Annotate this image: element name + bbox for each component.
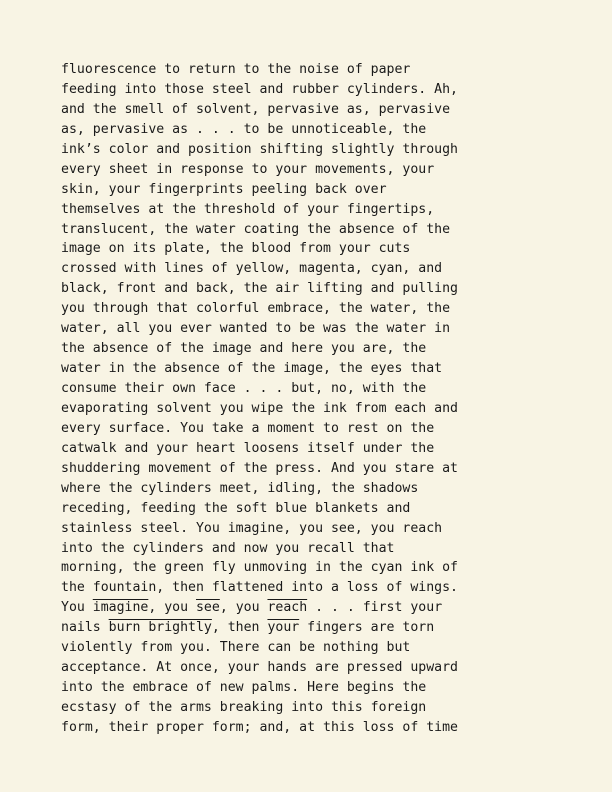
text-line: catwalk and your heart loosens itself under the [61, 440, 435, 456]
text-line: the absence of the image and here you are, the [61, 341, 427, 357]
text-line: the fountain, then flattened into a loss of wings. [61, 580, 458, 596]
text-line: into the cylinders and now you recall that [61, 540, 395, 556]
text-line: every sheet in response to your movements, your [61, 161, 435, 177]
text-line: ecstasy of the arms breaking into this foreign [61, 700, 427, 715]
text-line: and the smell of solvent, pervasive as, pervasive [61, 101, 451, 117]
text-line: stainless steel. You imagine, you see, you reach [61, 520, 443, 536]
text-line: shuddering movement of the press. And you stare at [61, 460, 458, 476]
text-fragment: , you [148, 600, 196, 616]
text-fragment: You [61, 600, 93, 616]
overlined-word: your [267, 620, 300, 636]
text-line: crossed with lines of yellow, magenta, cyan, and [61, 261, 443, 277]
text-line: ink’s color and position shifting slightly through [61, 141, 458, 157]
text-line: into the embrace of new palms. Here begins the [61, 680, 427, 696]
text-fragment: , then [211, 620, 268, 636]
text-line: where the cylinders meet, idling, the shadows [61, 480, 419, 496]
text-line: black, front and back, the air lifting and pulling [61, 281, 458, 297]
text-line: consume their own face . . . but, no, with the [61, 381, 427, 396]
text-line: every surface. You take a moment to rest on the [61, 420, 435, 436]
text-line: morning, the green fly unmoving in the cyan ink of [61, 560, 458, 576]
text-line: fluorescence to return to the noise of paper [61, 62, 411, 77]
overlined-word: imagine [92, 600, 149, 616]
text-line: evaporating solvent you wipe the ink from each and [61, 400, 458, 416]
text-fragment: fingers are torn [299, 620, 435, 636]
text-line: image on its plate, the blood from your cuts [61, 241, 411, 257]
text-line: form, their proper form; and, at this loss of time [61, 719, 458, 735]
text-fragment: , you [219, 600, 268, 616]
text-body [61, 60, 612, 738]
emphasized-text-line [61, 598, 612, 618]
text-line: violently from you. There can be nothing but [61, 640, 411, 656]
text-line: feeding into those steel and rubber cylinders. Ah, [61, 81, 458, 97]
overlined-word: reach [267, 600, 308, 616]
text-fragment: nails [61, 620, 109, 636]
text-fragment: . . . first your [307, 600, 443, 616]
overlined-word: burn brightly [108, 620, 212, 636]
text-line: water, all you ever wanted to be was the water in [61, 321, 451, 337]
text-line: you through that colorful embrace, the water, the [61, 301, 451, 317]
text-line: receding, feeding the soft blue blankets and [61, 500, 411, 516]
text-line: themselves at the threshold of your fingertips, [61, 201, 435, 217]
text-line: skin, your fingerprints peeling back over [61, 181, 387, 197]
text-line: as, pervasive as . . . to be unnoticeable, the [61, 121, 427, 137]
emphasized-text-line [61, 618, 612, 638]
text-line: acceptance. At once, your hands are pressed upward [61, 660, 458, 676]
overlined-word: $\overline{see}$ [195, 600, 220, 616]
text-line: translucent, the water coating the absence of the [61, 221, 451, 237]
text-line: water in the absence of the image, the eyes that [61, 361, 443, 377]
